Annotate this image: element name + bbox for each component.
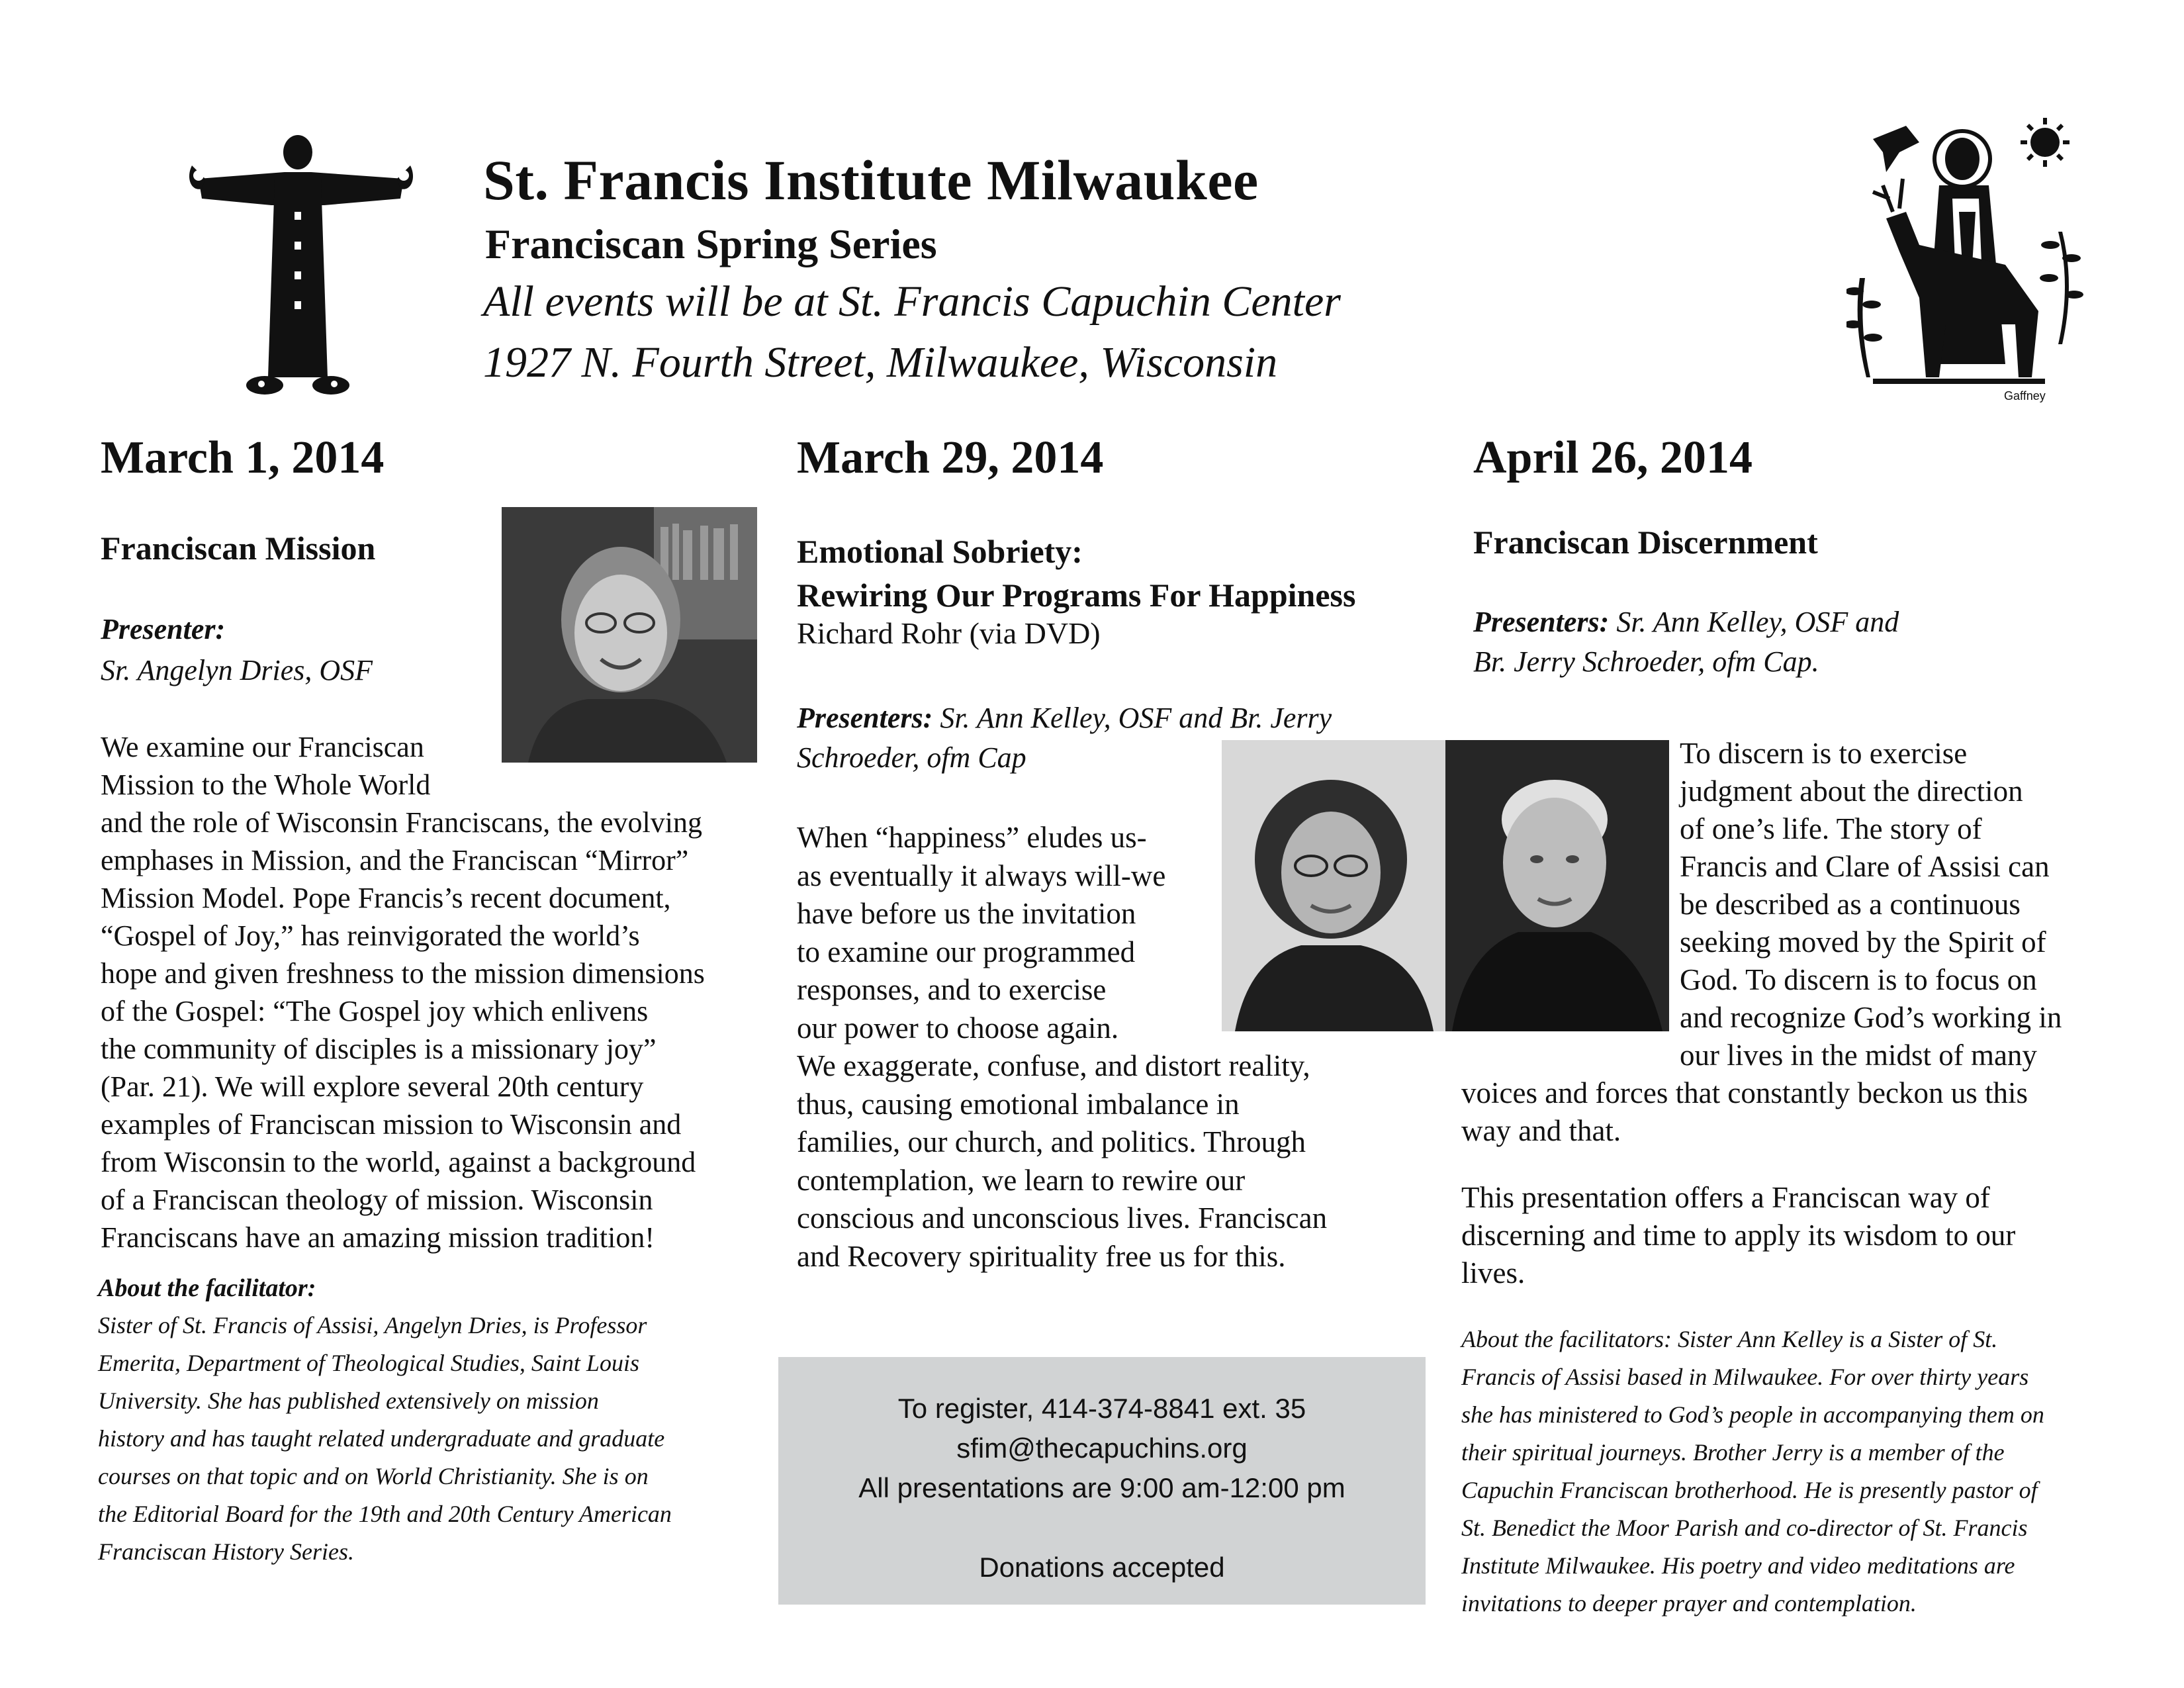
event-description-discernment-para2 [1461, 1179, 2150, 1292]
body-line: contemplation, we learn to rewire our [797, 1163, 1246, 1197]
body-line: Mission to the Whole World [101, 769, 431, 801]
body-line: conscious and unconscious lives. Franciscan [797, 1201, 1328, 1235]
bio-line: University. She has published extensively on mission [98, 1387, 599, 1414]
bio-line: Institute Milwaukee. His poetry and video meditations are [1461, 1552, 2015, 1579]
venue-line: All events will be at St. Francis Capuchin Center [483, 277, 1341, 326]
bio-line: courses on that topic and on World Christianity. She is on [98, 1463, 649, 1489]
event-title-franciscan-mission: Franciscan Mission [101, 530, 376, 567]
body-line: and recognize God’s working in [1680, 1001, 2062, 1034]
bio-line: she has ministered to God’s people in accompanying them on [1461, 1401, 2044, 1428]
presenters-label: Presenters: [1473, 606, 1610, 638]
body-line: our lives in the midst of many [1680, 1039, 2037, 1072]
presenter-photo-jerry-schroeder [1445, 740, 1669, 1031]
presenters-names-cont: Schroeder, ofm Cap [797, 741, 1026, 774]
event-date-april-26: April 26, 2014 [1473, 432, 1752, 483]
presenter-name: Sr. Angelyn Dries, OSF [101, 654, 373, 686]
body-line: and Recovery spirituality free us for this. [797, 1239, 1286, 1273]
series-subtitle: Franciscan Spring Series [485, 220, 937, 267]
body-line: “Gospel of Joy,” has reinvigorated the world’s [101, 919, 640, 952]
bio-line: invitations to deeper prayer and contemplation. [1461, 1590, 1917, 1617]
register-email[interactable]: sfim@thecapuchins.org [956, 1432, 1248, 1464]
body-line: This presentation offers a Franciscan way of [1461, 1181, 1990, 1214]
facilitator-bio-block [98, 1270, 760, 1571]
body-line: of the Gospel: “The Gospel joy which enlivens [101, 995, 649, 1027]
bio-line: Francis of Assisi based in Milwaukee. For over thirty years [1461, 1364, 2029, 1390]
body-line: When “happiness” eludes us- [797, 821, 1147, 854]
bio-line: the Editorial Board for the 19th and 20th Century American [98, 1501, 672, 1527]
body-line: be described as a continuous [1680, 888, 2021, 921]
body-line: of one’s life. The story of [1680, 812, 1982, 845]
body-line: To discern is to exercise [1680, 737, 1968, 770]
body-line: God. To discern is to focus on [1680, 963, 2037, 996]
bio-line: history and has taught related undergraduate and graduate [98, 1425, 665, 1452]
body-line: responses, and to exercise [797, 973, 1107, 1006]
event-date-march-1: March 1, 2014 [101, 432, 385, 483]
body-line: thus, causing emotional imbalance in [797, 1087, 1240, 1121]
body-line: Mission Model. Pope Francis’s recent document, [101, 882, 671, 914]
registration-info-box [778, 1357, 1426, 1605]
body-line: voices and forces that constantly beckon us this [1461, 1076, 2028, 1109]
body-line: We examine our Franciscan [101, 731, 424, 763]
facilitator-label: About the facilitator: [98, 1274, 316, 1302]
body-line: as eventually it always will-we [797, 859, 1166, 892]
event-title-emotional-sobriety [797, 530, 1355, 617]
body-line: the community of disciples is a missionary joy” [101, 1033, 657, 1065]
event-description-discernment [1680, 735, 2143, 1074]
body-line: We exaggerate, confuse, and distort reality, [797, 1049, 1310, 1082]
presenters-names: Sr. Ann Kelley, OSF and [1609, 606, 1899, 638]
body-line: and the role of Wisconsin Franciscans, the evolving [101, 806, 702, 839]
body-line: of a Franciscan theology of mission. Wisconsin [101, 1184, 653, 1216]
title-line: Rewiring Our Programs For Happiness [797, 577, 1356, 614]
event-date-march-29: March 29, 2014 [797, 432, 1104, 483]
body-line: discerning and time to apply its wisdom to our [1461, 1219, 2016, 1252]
body-line: (Par. 21). We will explore several 20th century [101, 1070, 644, 1103]
title-line: Emotional Sobriety: [797, 533, 1083, 570]
presenter-label: Presenter: [101, 613, 226, 645]
bio-line: Emerita, Department of Theological Studies, Saint Louis [98, 1350, 639, 1376]
event-title-franciscan-discernment: Franciscan Discernment [1473, 524, 1818, 561]
bio-line: St. Benedict the Moor Parish and co-director of St. Francis [1461, 1515, 2028, 1541]
presenters-label: Presenters: [797, 702, 933, 734]
body-line: seeking moved by the Spirit of [1680, 925, 2046, 959]
facilitators-bio-block [1461, 1321, 2163, 1622]
page-title: St. Francis Institute Milwaukee [483, 148, 1259, 212]
st-francis-woodcut-illustration [1846, 113, 2085, 404]
body-line: to examine our programmed [797, 935, 1136, 968]
donations-note: Donations accepted [979, 1552, 1225, 1583]
bio-line: their spiritual journeys. Brother Jerry is a member of the [1461, 1439, 2005, 1466]
bio-line: About the facilitators: Sister Ann Kelley is a Sister of St. [1461, 1326, 1998, 1352]
bio-line: Sister of St. Francis of Assisi, Angelyn Dries, is Professor [98, 1312, 647, 1338]
event-subtitle-rohr: Richard Rohr (via DVD) [797, 616, 1101, 650]
presentation-times: All presentations are 9:00 am-12:00 pm [858, 1472, 1345, 1503]
body-line: from Wisconsin to the world, against a background [101, 1146, 696, 1178]
presenters-block-april-26 [1473, 602, 1899, 682]
event-description-sobriety [797, 819, 1432, 1276]
presenter-block [101, 609, 373, 691]
body-line: way and that. [1461, 1114, 1621, 1147]
body-line: have before us the invitation [797, 897, 1136, 930]
body-line: our power to choose again. [797, 1011, 1119, 1045]
presenter-photo-angelyn-dries [502, 507, 757, 763]
body-line: Franciscans have an amazing mission tradition! [101, 1221, 655, 1254]
body-line: hope and given freshness to the mission dimensions [101, 957, 705, 990]
bio-line: Franciscan History Series. [98, 1538, 354, 1565]
address-line: 1927 N. Fourth Street, Milwaukee, Wisconsin [483, 338, 1278, 387]
event-description-discernment-cont [1461, 1074, 2150, 1150]
body-line: judgment about the direction [1680, 774, 2023, 808]
bio-line: Capuchin Franciscan brotherhood. He is presently pastor of [1461, 1477, 2038, 1503]
body-line: Francis and Clare of Assisi can [1680, 850, 2050, 883]
body-line: examples of Franciscan mission to Wisconsin and [101, 1108, 682, 1141]
body-line: emphases in Mission, and the Franciscan “Mirror” [101, 844, 689, 876]
event-description-mission [101, 728, 736, 1256]
presenters-names-cont: Br. Jerry Schroeder, ofm Cap. [1473, 645, 1819, 678]
body-line: lives. [1461, 1256, 1525, 1289]
presenters-names: Sr. Ann Kelley, OSF and Br. Jerry [933, 702, 1332, 734]
register-phone: To register, 414-374-8841 ext. 35 [897, 1393, 1306, 1424]
art-credit: Gaffney [2004, 389, 2046, 402]
franciscan-figure-logo [185, 126, 417, 404]
body-line: families, our church, and politics. Through [797, 1125, 1306, 1158]
